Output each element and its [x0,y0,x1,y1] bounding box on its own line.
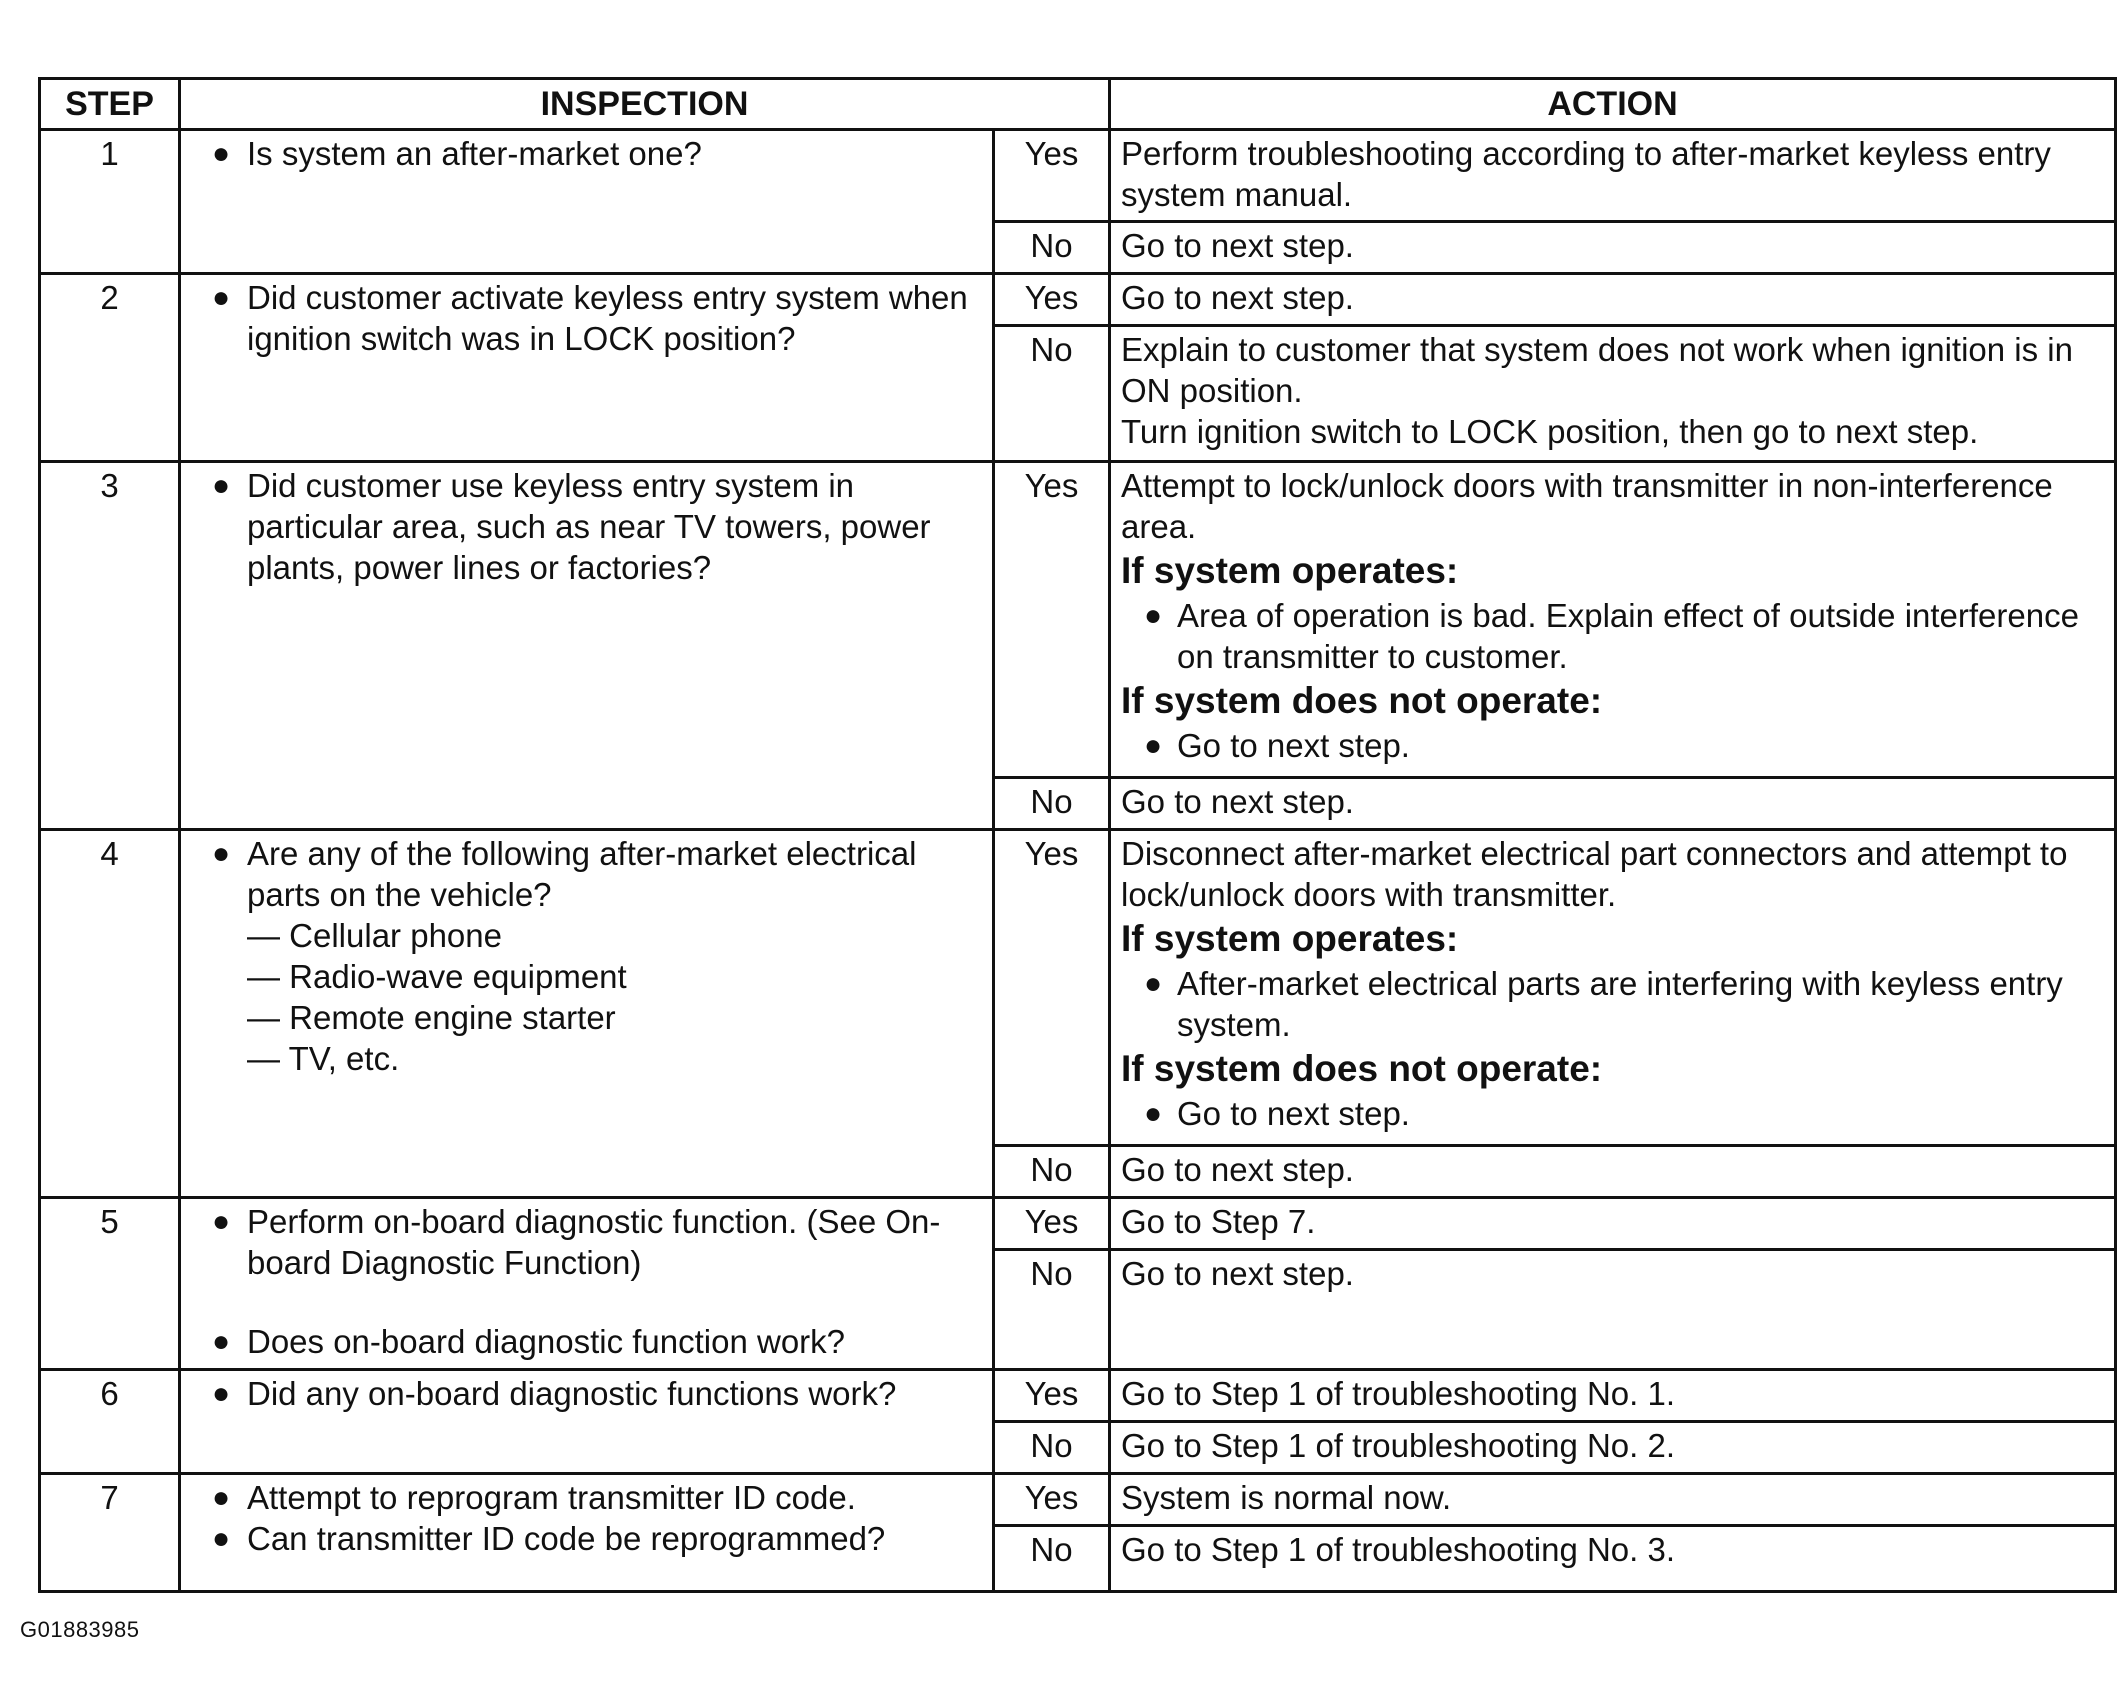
not-operates-bullet-text: Go to next step. [1177,727,1410,764]
bullet-icon: ● [211,1205,231,1238]
inspection-question: Can transmitter ID code be reprogrammed? [247,1520,886,1557]
no-label: No [994,326,1110,462]
no-action: Go to next step. [1110,778,2116,830]
operates-bullet-text: Area of operation is bad. Explain effect of outside interference on transmitter to customer. [1177,597,2079,675]
if-not-operates-heading: If system does not operate: [1121,1048,1603,1089]
inspection-item [195,1201,982,1283]
bullet-icon: ● [1143,1097,1163,1130]
bullet-icon: ● [211,469,231,502]
yes-action [1110,830,2116,1146]
step-number: 3 [40,462,180,830]
inspection-cell [180,1370,994,1474]
troubleshooting-table [38,77,2117,1593]
bullet-icon: ● [211,1522,231,1555]
not-operates-bullet-item [1121,725,2106,766]
bullet-icon: ● [211,281,231,314]
inspection-question: Are any of the following after-market electrical parts on the vehicle? [247,835,917,913]
bullet-icon: ● [211,837,231,870]
inspection-item [195,277,982,359]
yes-action [1110,462,2116,778]
no-label: No [994,1250,1110,1370]
yes-action: Go to next step. [1110,274,2116,326]
operates-bullet-text: After-market electrical parts are interfering with keyless entry system. [1177,965,2063,1043]
step-number: 6 [40,1370,180,1474]
not-operates-bullet-item [1121,1093,2106,1134]
yes-label: Yes [994,1474,1110,1526]
step-2-yes-row [40,274,2116,326]
inspection-question: Did any on-board diagnostic functions work? [247,1375,897,1412]
step-5-yes-row [40,1198,2116,1250]
no-action: Go to next step. [1110,222,2116,274]
yes-action: System is normal now. [1110,1474,2116,1526]
inspection-item [195,833,982,915]
inspection-question: Perform on-board diagnostic function. (See On-board Diagnostic Function) [247,1203,941,1281]
inspection-cell [180,830,994,1198]
parts-list-item: — Cellular phone [247,917,502,954]
figure-code: G01883985 [20,1617,140,1642]
yes-action-text: Disconnect after-market electrical part connectors and attempt to lock/unlock doors with transmitter. [1121,835,2068,913]
step-4-yes-row [40,830,2116,1146]
no-label: No [994,222,1110,274]
header-action: ACTION [1110,79,2116,130]
yes-action: Go to Step 1 of troubleshooting No. 1. [1110,1370,2116,1422]
if-not-operates-heading: If system does not operate: [1121,680,1603,721]
inspection-cell [180,1474,994,1592]
inspection-question: Does on-board diagnostic function work? [247,1323,846,1360]
yes-label: Yes [994,1370,1110,1422]
step-number: 1 [40,130,180,274]
if-operates-heading: If system operates: [1121,550,1459,591]
bullet-icon: ● [211,137,231,170]
yes-label: Yes [994,830,1110,1146]
inspection-question: Attempt to reprogram transmitter ID code. [247,1479,856,1516]
inspection-cell [180,1198,994,1370]
bullet-icon: ● [1143,967,1163,1000]
troubleshooting-table-container [38,77,2114,1593]
yes-label: Yes [994,462,1110,778]
parts-list [247,915,982,1079]
no-action [1110,326,2116,462]
not-operates-bullet-text: Go to next step. [1177,1095,1410,1132]
inspection-item [195,1518,982,1559]
bullet-icon: ● [211,1325,231,1358]
no-label: No [994,778,1110,830]
no-action: Go to next step. [1110,1250,2116,1370]
step-number: 5 [40,1198,180,1370]
header-step: STEP [40,79,180,130]
step-1-yes-row [40,130,2116,222]
parts-list-item: — TV, etc. [247,1040,400,1077]
inspection-question: Is system an after-market one? [247,135,702,172]
no-label: No [994,1422,1110,1474]
parts-list-item: — Radio-wave equipment [247,958,627,995]
step-3-yes-row [40,462,2116,778]
inspection-item [195,465,982,588]
no-label: No [994,1526,1110,1592]
inspection-item [195,1373,982,1414]
bullet-icon: ● [211,1481,231,1514]
yes-action: Perform troubleshooting according to after-market keyless entry system manual. [1110,130,2116,222]
no-action: Go to Step 1 of troubleshooting No. 3. [1110,1526,2116,1592]
step-6-yes-row [40,1370,2116,1422]
yes-action: Go to Step 7. [1110,1198,2116,1250]
header-inspection: INSPECTION [180,79,1110,130]
no-action: Go to next step. [1110,1146,2116,1198]
inspection-item [195,1321,982,1362]
no-action: Go to Step 1 of troubleshooting No. 2. [1110,1422,2116,1474]
step-7-yes-row [40,1474,2116,1526]
header-row [40,79,2116,130]
inspection-question: Did customer activate keyless entry system when ignition switch was in LOCK position? [247,279,968,357]
bullet-icon: ● [211,1377,231,1410]
inspection-item [195,133,982,174]
bullet-icon: ● [1143,729,1163,762]
no-label: No [994,1146,1110,1198]
if-operates-heading: If system operates: [1121,918,1459,959]
inspection-cell [180,462,994,830]
step-number: 7 [40,1474,180,1592]
no-action-line: Turn ignition switch to LOCK position, then go to next step. [1121,413,1979,450]
bullet-icon: ● [1143,599,1163,632]
step-number: 2 [40,274,180,462]
operates-bullet-item [1121,595,2106,677]
inspection-item [195,1477,982,1518]
yes-label: Yes [994,1198,1110,1250]
yes-label: Yes [994,130,1110,222]
no-action-line: Explain to customer that system does not work when ignition is in ON position. [1121,331,2073,409]
yes-label: Yes [994,274,1110,326]
parts-list-item: — Remote engine starter [247,999,616,1036]
operates-bullet-item [1121,963,2106,1045]
inspection-cell [180,274,994,462]
yes-action-text: Attempt to lock/unlock doors with transmitter in non-interference area. [1121,467,2053,545]
inspection-question: Did customer use keyless entry system in particular area, such as near TV towers, power plants, power lines or factories? [247,467,931,586]
inspection-cell [180,130,994,274]
step-number: 4 [40,830,180,1198]
